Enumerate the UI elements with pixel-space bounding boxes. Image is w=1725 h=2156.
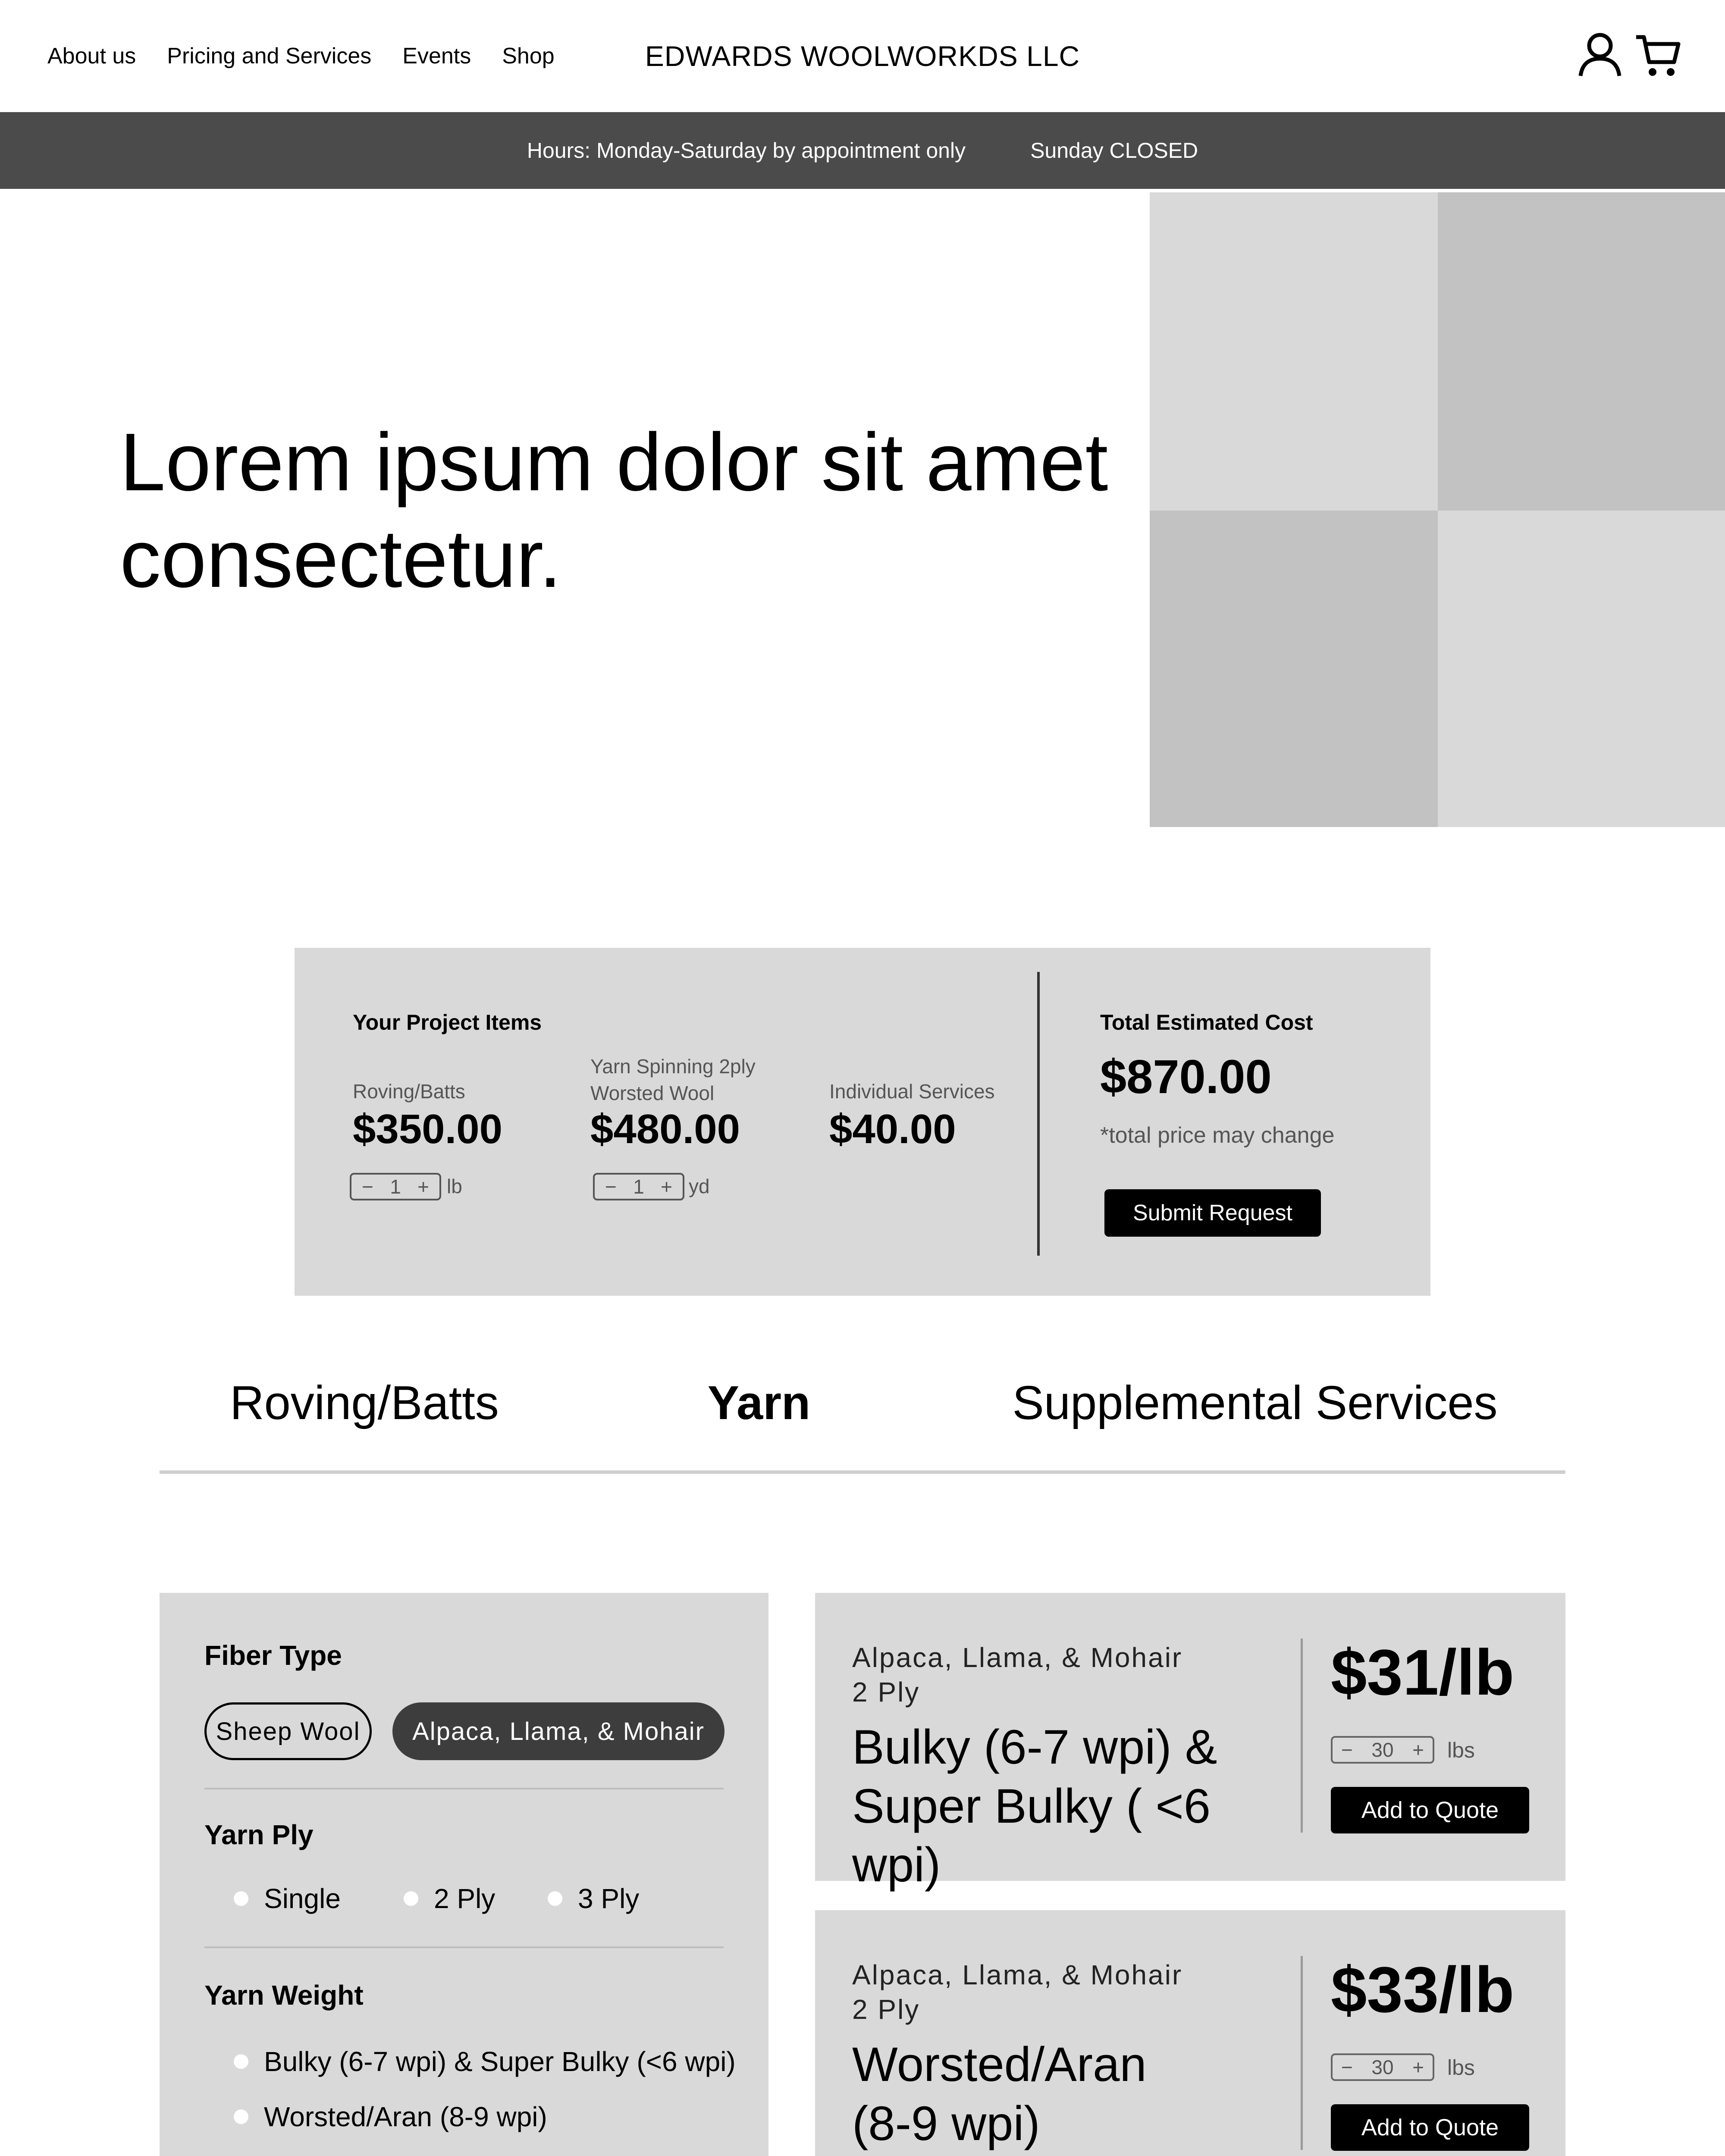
radio-weight-worsted[interactable] [234, 2101, 547, 2133]
hero-image-tile [1438, 192, 1725, 511]
hours-text: Hours: Monday-Saturday by appointment only [527, 138, 966, 163]
product-category [852, 1958, 1182, 2027]
product-name-line: (8-9 wpi) [852, 2096, 1040, 2150]
minus-icon[interactable]: − [1341, 1739, 1353, 1761]
quantity-unit: lb [447, 1175, 462, 1197]
product-name [852, 2035, 1305, 2153]
quantity-stepper[interactable] [350, 1173, 441, 1200]
quantity-stepper[interactable] [1331, 1736, 1434, 1764]
yarn-weight-heading: Yarn Weight [204, 1980, 364, 2011]
radio-dot[interactable] [234, 1891, 248, 1906]
radio-dot[interactable] [548, 1891, 562, 1906]
product-name-line: Worsted/Aran [852, 2037, 1147, 2091]
product-fiber: Alpaca, Llama, & Mohair [852, 1642, 1183, 1673]
project-item-price: $40.00 [829, 1106, 956, 1152]
main-nav [47, 0, 555, 112]
radio-label: Single [264, 1883, 341, 1914]
quantity-stepper[interactable] [593, 1173, 684, 1200]
radio-ply-2[interactable] [404, 1883, 495, 1915]
radio-weight-bulky[interactable] [234, 2046, 736, 2078]
product-fiber: Alpaca, Llama, & Mohair [852, 1959, 1183, 1990]
nav-about-us[interactable]: About us [47, 44, 136, 69]
sunday-closed-text: Sunday CLOSED [1030, 138, 1198, 163]
nav-pricing-services[interactable]: Pricing and Services [167, 44, 372, 69]
radio-label: 3 Ply [578, 1883, 640, 1914]
project-item-label: Roving/Batts [353, 1080, 465, 1103]
summary-divider [1037, 972, 1040, 1256]
quantity-unit: yd [689, 1175, 710, 1197]
hero-image-tile [1150, 192, 1438, 511]
product-price: $33/lb [1331, 1953, 1515, 2026]
quantity-value[interactable]: 1 [390, 1175, 401, 1198]
project-item-price: $480.00 [590, 1106, 740, 1152]
card-divider [1301, 1956, 1303, 2150]
minus-icon[interactable]: − [1341, 2056, 1353, 2078]
radio-label: Worsted/Aran (8-9 wpi) [264, 2101, 547, 2132]
project-item-label-line: Yarn Spinning 2ply [590, 1055, 756, 1078]
tab-underline [160, 1470, 1565, 1474]
total-note: *total price may change [1100, 1123, 1335, 1148]
quantity-unit: lbs [1447, 1738, 1475, 1762]
project-heading: Your Project Items [353, 1010, 542, 1034]
hero-title-line-1: Lorem ipsum dolor sit amet [120, 417, 1108, 508]
product-ply: 2 Ply [852, 1994, 920, 2025]
tab-roving-batts[interactable]: Roving/Batts [230, 1376, 499, 1429]
quantity-value[interactable]: 30 [1371, 1739, 1394, 1761]
nav-events[interactable]: Events [402, 44, 471, 69]
project-item-label [590, 1053, 756, 1106]
hero-image-tile [1438, 511, 1725, 827]
filter-panel [160, 1593, 768, 2156]
total-heading: Total Estimated Cost [1100, 1010, 1313, 1034]
project-item-label: Individual Services [829, 1080, 995, 1103]
radio-ply-single[interactable] [234, 1883, 341, 1915]
radio-dot[interactable] [234, 2109, 248, 2124]
project-item-price: $350.00 [353, 1106, 503, 1152]
product-name-line: Super Bulky ( <6 wpi) [852, 1779, 1211, 1892]
plus-icon[interactable]: + [417, 1175, 429, 1198]
project-item-label-line: Worsted Wool [590, 1082, 715, 1105]
product-price: $31/lb [1331, 1636, 1515, 1708]
cart-icon[interactable] [1634, 31, 1682, 78]
add-to-quote-button[interactable]: Add to Quote [1331, 1787, 1529, 1833]
site-header [0, 0, 1725, 112]
divider [204, 1946, 724, 1948]
plus-icon[interactable]: + [1412, 1739, 1424, 1761]
minus-icon[interactable]: − [362, 1175, 373, 1198]
hero-title [120, 414, 1155, 607]
product-card [815, 1593, 1565, 1892]
tab-yarn[interactable]: Yarn [707, 1376, 811, 1429]
brand-name[interactable]: EDWARDS WOOLWORKDS LLC [645, 40, 1080, 72]
tab-supplemental-services[interactable]: Supplemental Services [1012, 1376, 1498, 1429]
radio-label: Bulky (6-7 wpi) & Super Bulky (<6 wpi) [264, 2046, 736, 2077]
product-ply: 2 Ply [852, 1677, 920, 1708]
filter-sheep-wool[interactable]: Sheep Wool [204, 1702, 372, 1760]
fiber-type-heading: Fiber Type [204, 1640, 342, 1671]
quantity-unit: lbs [1447, 2056, 1475, 2080]
total-price: $870.00 [1100, 1050, 1272, 1103]
product-category [852, 1640, 1182, 1709]
quantity-value[interactable]: 30 [1371, 2056, 1394, 2078]
product-name [852, 1718, 1305, 1895]
product-name-line: Bulky (6-7 wpi) & [852, 1720, 1217, 1774]
submit-request-button[interactable]: Submit Request [1104, 1189, 1321, 1237]
hero-image-tile [1150, 511, 1438, 827]
hero-title-line-2: consectetur. [120, 513, 562, 605]
divider [204, 1788, 724, 1789]
hours-bar [0, 112, 1725, 189]
user-icon[interactable] [1576, 31, 1624, 78]
quantity-stepper[interactable] [1331, 2053, 1434, 2081]
radio-label: 2 Ply [434, 1883, 496, 1914]
plus-icon[interactable]: + [661, 1175, 672, 1198]
radio-dot[interactable] [234, 2054, 248, 2069]
project-summary [295, 948, 1430, 1296]
quantity-value[interactable]: 1 [633, 1175, 644, 1198]
yarn-ply-heading: Yarn Ply [204, 1819, 314, 1850]
radio-ply-3[interactable] [548, 1883, 639, 1915]
card-divider [1301, 1639, 1303, 1833]
add-to-quote-button[interactable]: Add to Quote [1331, 2104, 1529, 2151]
minus-icon[interactable]: − [605, 1175, 617, 1198]
product-card [815, 1910, 1565, 2156]
radio-dot[interactable] [404, 1891, 418, 1906]
filter-alpaca-llama-mohair[interactable]: Alpaca, Llama, & Mohair [392, 1702, 724, 1760]
nav-shop[interactable]: Shop [502, 44, 555, 69]
plus-icon[interactable]: + [1412, 2056, 1424, 2078]
